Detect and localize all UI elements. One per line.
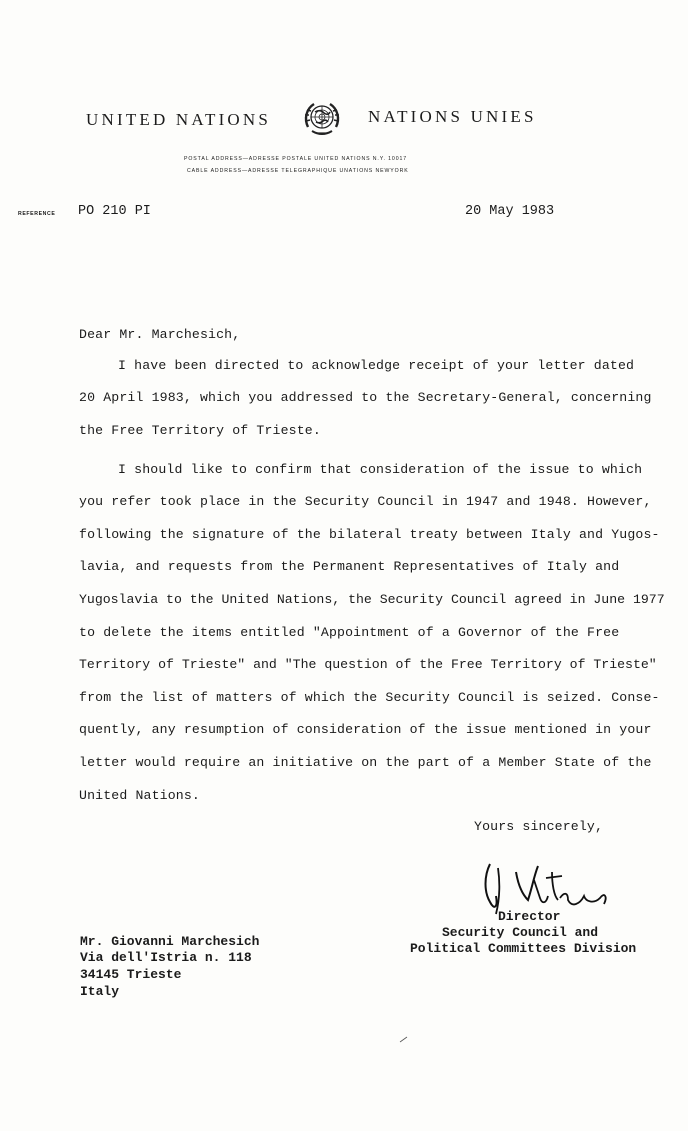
signatory-dept-line1: Security Council and bbox=[442, 925, 599, 940]
body-line: letter would require an initiative on the part of a Member State of the bbox=[79, 755, 652, 770]
body-line: to delete the items entitled "Appointment of a Governor of the Free bbox=[79, 625, 620, 640]
body-line: following the signature of the bilateral treaty between Italy and Yugos- bbox=[79, 527, 660, 542]
reference-label: REFERENCE bbox=[18, 211, 56, 217]
recipient-city: 34145 Trieste bbox=[80, 967, 182, 982]
body-line: you refer took place in the Security Council in 1947 and 1948. However, bbox=[79, 494, 652, 509]
stray-mark bbox=[399, 1030, 409, 1038]
signatory-title: Director bbox=[498, 909, 561, 924]
body-line: I have been directed to acknowledge receipt of your letter dated bbox=[118, 358, 635, 373]
postal-address: POSTAL ADDRESS—ADRESSE POSTALE UNITED NATIONS N.Y. 10017 bbox=[184, 156, 408, 162]
salutation: Dear Mr. Marchesich, bbox=[79, 327, 241, 342]
body-line: Yugoslavia to the United Nations, the Security Council agreed in June 1977 bbox=[79, 592, 665, 607]
closing: Yours sincerely, bbox=[474, 819, 604, 834]
org-name-english: UNITED NATIONS bbox=[86, 110, 272, 129]
recipient-name: Mr. Giovanni Marchesich bbox=[80, 934, 260, 949]
body-line: quently, any resumption of consideration of the issue mentioned in your bbox=[79, 722, 652, 737]
body-line: the Free Territory of Trieste. bbox=[79, 423, 321, 438]
letter-date: 20 May 1983 bbox=[465, 204, 555, 219]
body-line: I should like to confirm that consideration of the issue to which bbox=[118, 462, 643, 477]
un-emblem-icon bbox=[300, 97, 344, 141]
recipient-street: Via dell'Istria n. 118 bbox=[80, 950, 252, 965]
signatory-dept-line2: Political Committees Division bbox=[410, 941, 637, 956]
org-name-french: NATIONS UNIES bbox=[368, 107, 537, 126]
cable-address: CABLE ADDRESS—ADRESSE TELEGRAPHIQUE UNATIONS NEWYORK bbox=[187, 168, 409, 174]
body-line: from the list of matters of which the Security Council is seized. Conse- bbox=[79, 690, 660, 705]
recipient-country: Italy bbox=[80, 984, 120, 999]
body-line: United Nations. bbox=[79, 788, 200, 803]
reference-code: PO 210 PI bbox=[78, 204, 151, 219]
body-line: Territory of Trieste" and "The question of the Free Territory of Trieste" bbox=[79, 657, 657, 672]
body-line: 20 April 1983, which you addressed to the Secretary-General, concerning bbox=[79, 390, 652, 405]
body-line: lavia, and requests from the Permanent Representatives of Italy and bbox=[79, 559, 620, 574]
